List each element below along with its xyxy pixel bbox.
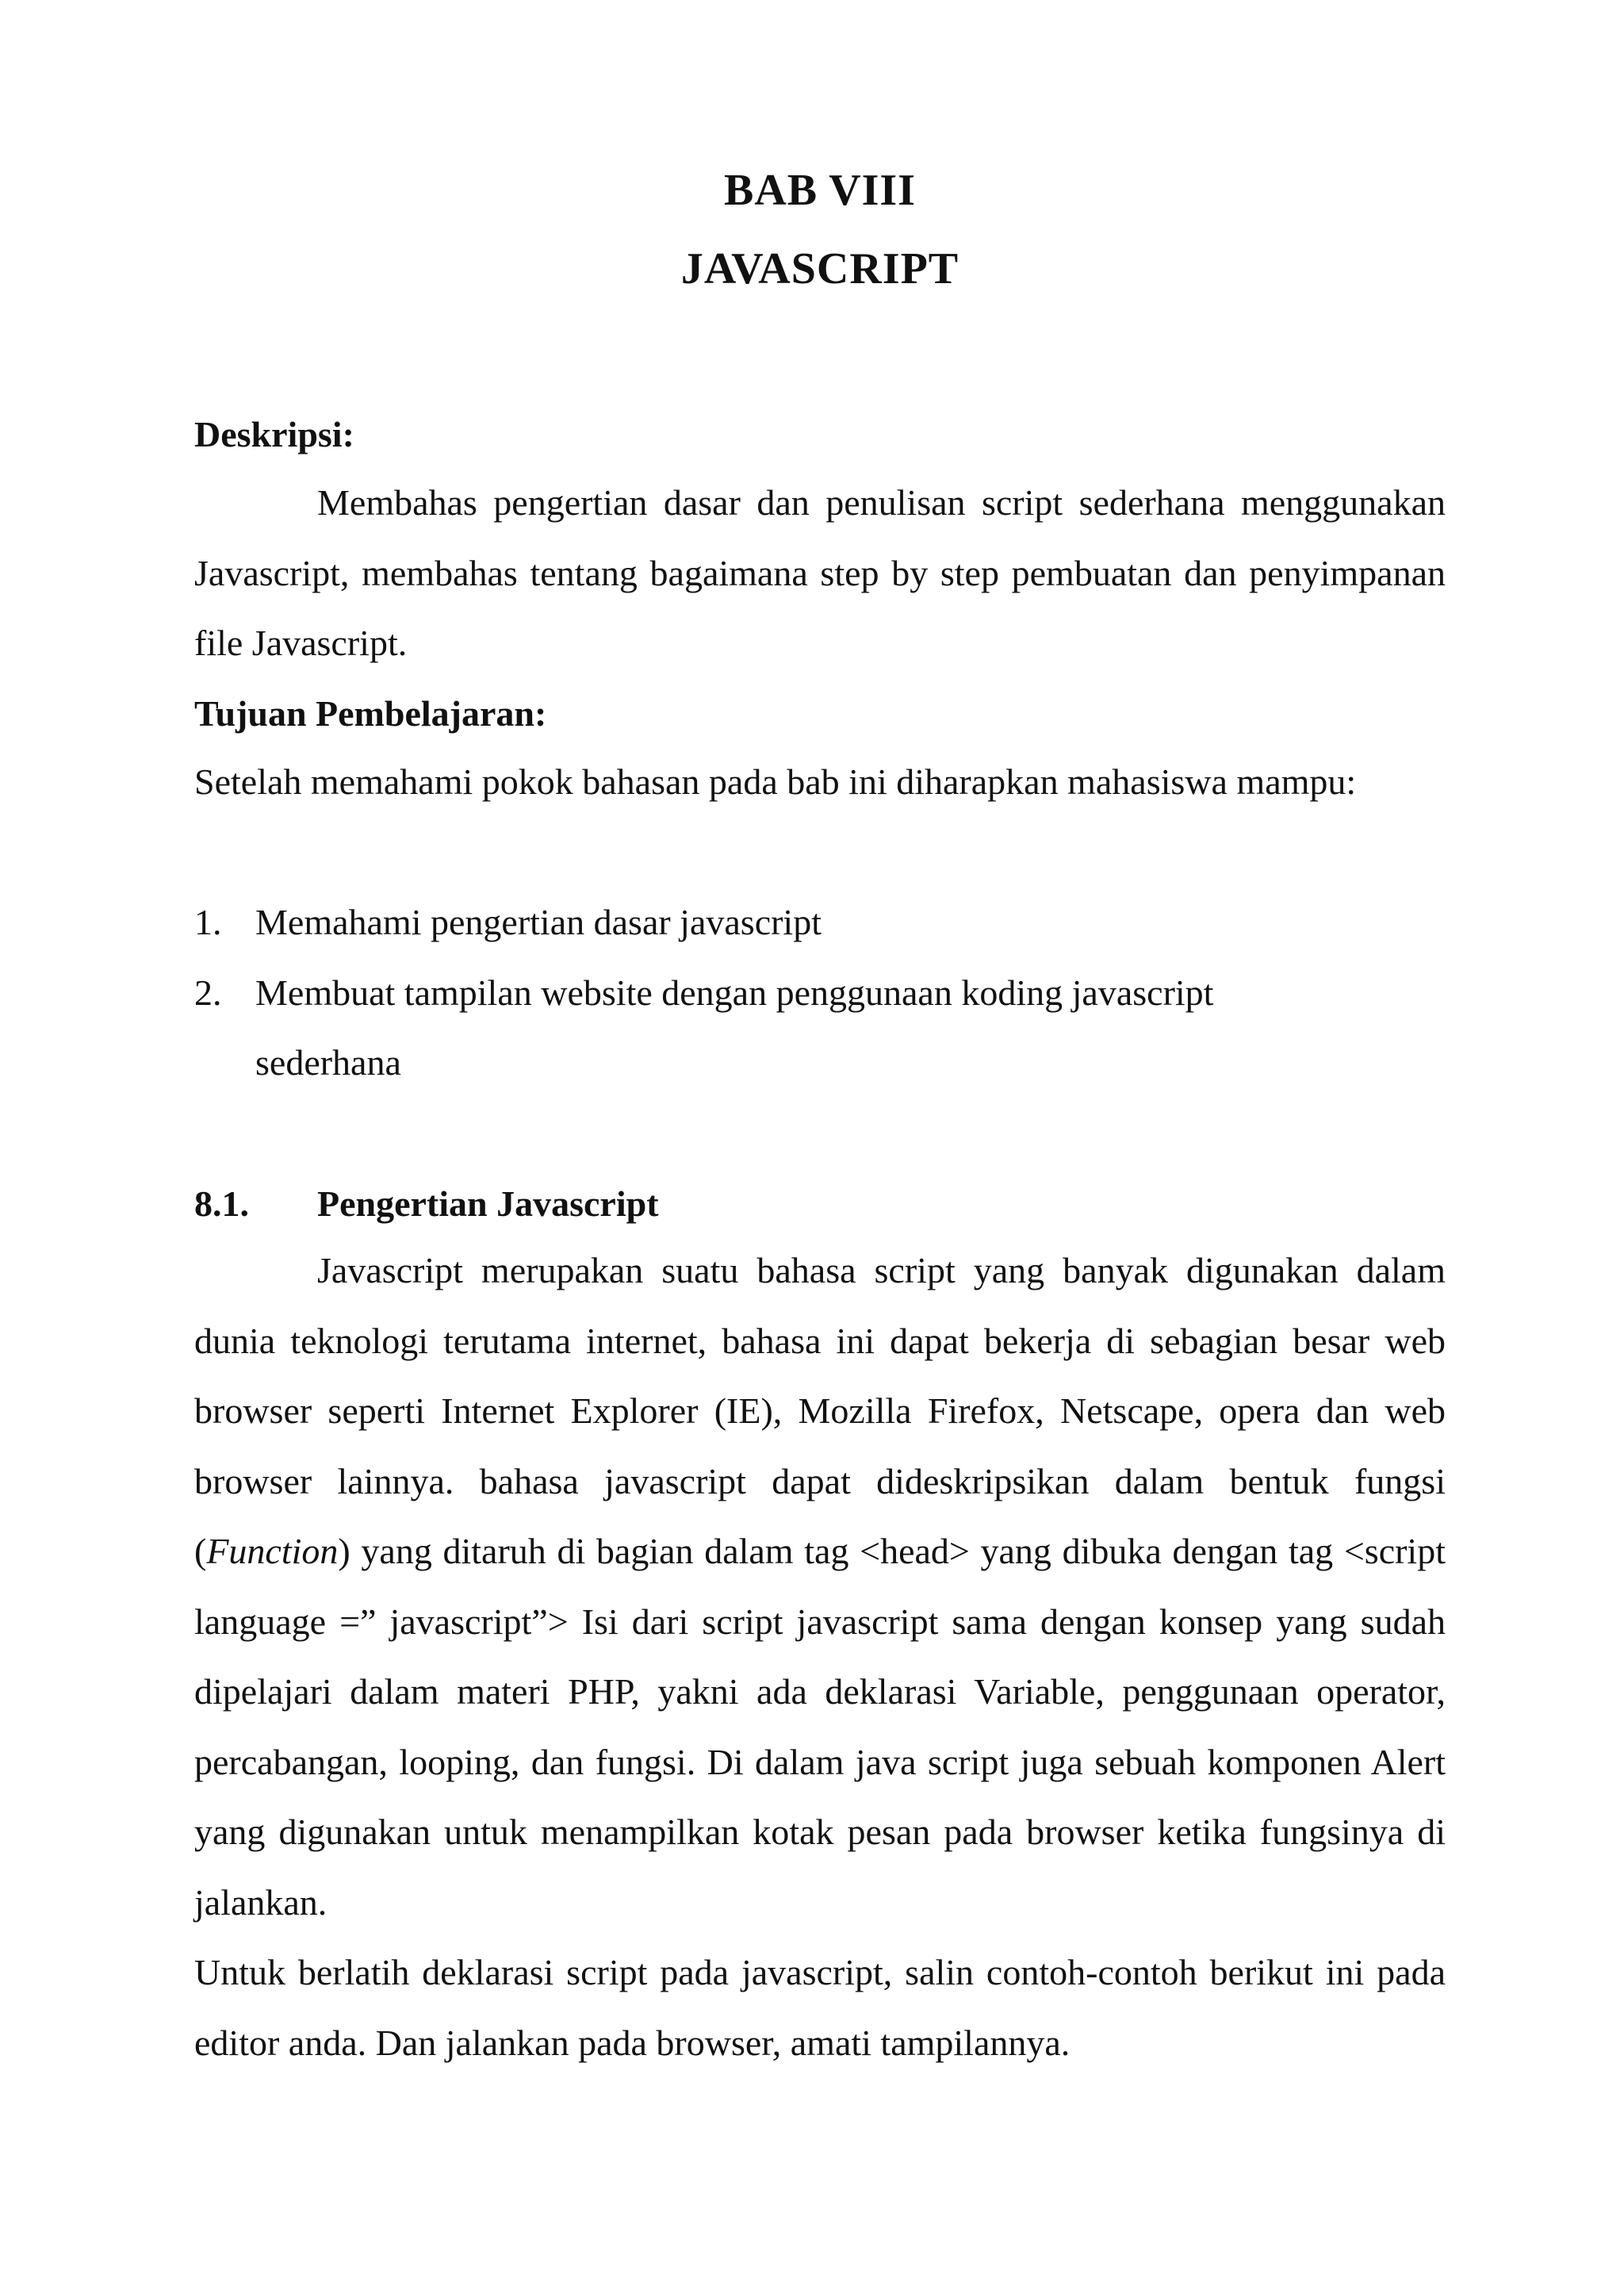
section-title: Pengertian Javascript [317, 1183, 659, 1224]
list-item [194, 958, 1365, 1099]
chapter-title: JAVASCRIPT [680, 244, 959, 293]
chapter-number: BAB VIII [724, 166, 916, 215]
section-number: 8.1. [194, 1183, 249, 1224]
list-item-number: 1. [194, 902, 222, 942]
section-heading [194, 1180, 659, 1228]
objectives-list [194, 888, 1446, 1099]
section-paragraph-2: Untuk berlatih deklarasi script pada javascript, salin contoh-contoh berikut ini pada editor anda. Dan jalankan pada browser, amati tampilannya. [194, 1952, 1446, 2063]
description-paragraph: Membahas pengertian dasar dan penulisan script sederhana menggunakan Javascript, membahas tentang bagaimana step by step pembuatan dan penyimpanan file Javascript. [194, 482, 1446, 663]
function-term: Function [206, 1531, 339, 1571]
section-body [194, 1236, 1446, 2078]
paragraph-1-text-b: ) yang ditaruh di bagian dalam tag <head> yang dibuka dengan tag <script language =” javascript”> Isi dari script javascript sama dengan konsep yang sudah dipelajari dalam materi PHP, yakni ada deklarasi Variable, penggunaan operator, percabangan, looping, dan fungsi. Di dalam java script juga sebuah komponen Alert yang digunakan untuk menampilkan kotak pesan pada browser ketika fungsinya di jalankan. [194, 1531, 1446, 1923]
list-item-text: Memahami pengertian dasar javascript [255, 902, 822, 942]
paragraph-1-text-a: Javascript merupakan suatu bahasa script yang banyak digunakan dalam dunia teknologi terutama internet, bahasa ini dapat bekerja di sebagian besar web browser seperti Internet Explorer (IE), Mozilla Firefox, Netscape, opera dan web browser lainnya. bahasa javascript dapat dideskripsikan dalam bentuk fungsi ( [194, 1250, 1446, 1571]
objectives-heading: Tujuan Pembelajaran: [194, 693, 547, 734]
objectives-intro: Setelah memahami pokok bahasan pada bab ini diharapkan mahasiswa mampu: [194, 761, 1357, 802]
list-item-text: Membuat tampilan website dengan penggunaan koding javascript sederhana [255, 972, 1214, 1083]
section-paragraph-1 [194, 1250, 1446, 1923]
document-page [194, 0, 1446, 2293]
description-heading: Deskripsi: [194, 414, 354, 454]
list-item [194, 888, 1446, 958]
list-item-number: 2. [194, 972, 222, 1013]
